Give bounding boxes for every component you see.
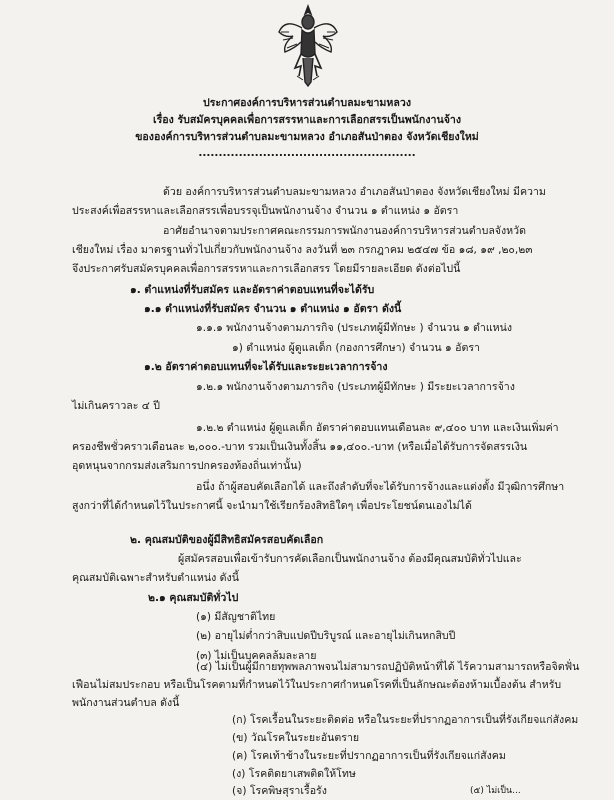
- item-1-2-2-line-2: ครองชีพชั่วคราวเดือนละ ๒,๐๐๐.-บาท รวมเป็นเงินทั้งสิ้น ๑๑,๔๐๐.-บาท (หรือเมื่อได้รับการจัดสรรเงิน: [72, 441, 528, 453]
- intro-paragraph-2-line-2: เชียงใหม่ เรื่อง มาตรฐานทั่วไปเกี่ยวกับพนักงานจ้าง ลงวันที่ ๒๓ กรกฎาคม ๒๕๔๗ ข้อ ๑๘, ๑๙ ,๒๐,๒๓: [72, 244, 533, 256]
- section-1-heading: ๑. ตำแหน่งที่รับสมัคร และอัตราค่าตอบแทนที่จะได้รับ: [130, 284, 375, 296]
- qualification-3: (๓) ไม่เป็นบุคคลล้มละลาย: [196, 650, 317, 662]
- qualification-2: (๒) อายุไม่ต่ำกว่าสิบแปดปีบริบูรณ์ และอายุไม่เกินหกสิบปี: [196, 630, 456, 642]
- note-line-2: สูงกว่าที่ได้กำหนดไว้ในประกาศนี้ จะนำมาใช้เรียกร้องสิทธิใดๆ เพื่อประโยชน์ตนเองไม่ได้: [72, 500, 472, 512]
- item-1-2-1-line-2: ไม่เกินคราวละ ๔ ปี: [72, 400, 160, 412]
- continued-marker: (๕) ไม่เป็น...: [470, 786, 521, 796]
- intro-paragraph-2-line-3: จึงประกาศรับสมัครบุคคลเพื่อการสรรหาและการเลือกสรร โดยมีรายละเอียด ดังต่อไปนี้: [72, 263, 461, 275]
- intro-paragraph-2-line-1: อาศัยอำนาจตามประกาศคณะกรรมการพนักงานองค์การบริหารส่วนตำบลจังหวัด: [163, 225, 526, 237]
- disease-d: (ง) โรคติดยาเสพติดให้โทษ: [232, 768, 356, 780]
- item-1-1-1: ๑.๑.๑ พนักงานจ้างตามภารกิจ (ประเภทผู้มีทักษะ ) จำนวน ๑ ตำแหน่ง: [196, 322, 513, 334]
- section-1-1-heading: ๑.๑ ตำแหน่งที่รับสมัคร จำนวน ๑ ตำแหน่ง ๑ อัตรา ดังนี้: [144, 303, 402, 315]
- garuda-emblem: [275, 2, 341, 90]
- disease-e: (จ) โรคพิษสุราเรื้อรัง: [232, 785, 327, 797]
- section-1-2-heading: ๑.๒ อัตราค่าตอบแทนที่จะได้รับและระยะเวลาการจ้าง: [144, 361, 388, 373]
- qualification-4-line-1: (๔) ไม่เป็นผู้มีกายทุพพลภาพจนไม่สามารถปฏิบัติหน้าที่ได้ ไร้ความสามารถหรือจิตฟั่น: [196, 661, 580, 673]
- qualification-1: (๑) มีสัญชาติไทย: [196, 611, 276, 623]
- item-1-2-1-line-1: ๑.๒.๑ พนักงานจ้างตามภารกิจ (ประเภทผู้มีทักษะ ) มีระยะเวลาการจ้าง: [196, 381, 515, 393]
- title-line-3: ขององค์การบริหารส่วนตำบลมะขามหลวง อำเภอสันป่าตอง จังหวัดเชียงใหม่: [135, 131, 479, 143]
- qualification-4-line-2: เฟือนไม่สมประกอบ หรือเป็นโรคตามที่กำหนดไว้ในประกาศกำหนดโรคที่เป็นลักษณะต้องห้ามเบื้องต้น สำหรับ: [72, 679, 562, 691]
- item-1-2-2-line-1: ๑.๒.๒ ตำแหน่ง ผู้ดูแลเด็ก อัตราค่าตอบแทนเดือนละ ๙,๔๐๐ บาท และเงินเพิ่มค่า: [196, 422, 559, 434]
- title-line-2: เรื่อง รับสมัครบุคคลเพื่อการสรรหาและการเลือกสรรเป็นพนักงานจ้าง: [152, 114, 462, 126]
- title-line-1: ประกาศองค์การบริหารส่วนตำบลมะขามหลวง: [202, 97, 412, 109]
- disease-c: (ค) โรคเท้าช้างในระยะที่ปรากฏอาการเป็นที่รังเกียจแก่สังคม: [232, 750, 506, 762]
- intro-paragraph-1-line-2: ประสงค์เพื่อสรรหาและเลือกสรรเพื่อบรรจุเป็นพนักงานจ้าง จำนวน ๑ ตำแหน่ง ๑ อัตรา: [72, 205, 459, 217]
- disease-a: (ก) โรคเรื้อนในระยะติดต่อ หรือในระยะที่ปรากฏอาการเป็นที่รังเกียจแก่สังคม: [232, 714, 579, 726]
- section-2-heading: ๒. คุณสมบัติของผู้มีสิทธิสมัครสอบคัดเลือก: [130, 534, 324, 546]
- qualification-4-line-3: พนักงานส่วนตำบล ดังนี้: [72, 697, 180, 709]
- section-2-intro-line-1: ผู้สมัครสอบเพื่อเข้ารับการคัดเลือกเป็นพนักงานจ้าง ต้องมีคุณสมบัติทั่วไปและ: [178, 553, 522, 565]
- item-1-1-1-position: ๑) ตำแหน่ง ผู้ดูแลเด็ก (กองการศึกษา) จำนวน ๑ อัตรา: [232, 342, 480, 354]
- section-2-1-heading: ๒.๑ คุณสมบัติทั่วไป: [148, 592, 239, 604]
- intro-paragraph-1-line-1: ด้วย องค์การบริหารส่วนตำบลมะขามหลวง อำเภอสันป่าตอง จังหวัดเชียงใหม่ มีความ: [163, 186, 546, 198]
- note-line-1: อนึ่ง ถ้าผู้สอบคัดเลือกได้ และถึงลำดับที่จะได้รับการจ้างและแต่งตั้ง มีวุฒิการศึกษา: [196, 481, 565, 493]
- title-separator: ......................................................: [198, 147, 416, 159]
- item-1-2-2-line-3: อุดหนุนจากกรมส่งเสริมการปกครองท้องถิ่นเท่านั้น): [72, 460, 302, 472]
- section-2-intro-line-2: คุณสมบัติเฉพาะสำหรับตำแหน่ง ดังนี้: [72, 572, 239, 584]
- disease-b: (ข) วัณโรคในระยะอันตราย: [232, 732, 360, 744]
